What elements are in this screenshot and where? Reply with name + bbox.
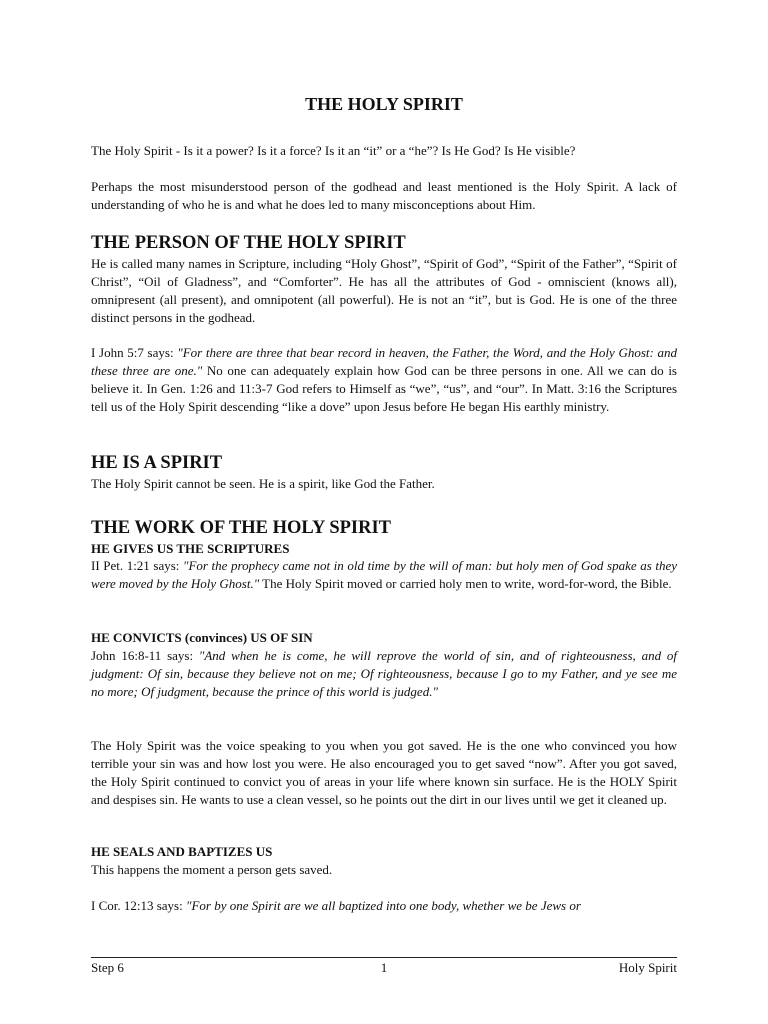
footer-divider	[91, 957, 677, 958]
page-footer	[91, 960, 677, 978]
spirit-paragraph: The Holy Spirit cannot be seen. He is a spirit, like God the Father.	[91, 476, 435, 491]
subheading-seals: HE SEALS AND BAPTIZES US	[91, 844, 273, 859]
scripture-reference: I John 5:7 says:	[91, 345, 178, 360]
section-heading-spirit: HE IS A SPIRIT	[91, 453, 223, 473]
seals-paragraph-2	[91, 897, 677, 915]
person-paragraph-1: He is called many names in Scripture, including “Holy Ghost”, “Spirit of God”, “Spirit of the Father”, “Spirit of Christ”, “Oil of Gladness”, and “Comforter”. He has all the attributes of God - omniscient (knows all), omnipresent (all present), and omnipotent (all powerful). He is not an “it”, but is God. He is one of the three distinct persons in the godhead.	[91, 256, 677, 325]
section-heading-person: THE PERSON OF THE HOLY SPIRIT	[91, 233, 406, 253]
scripture-reference: II Pet. 1:21 says:	[91, 558, 183, 573]
convicts-paragraph-1	[91, 647, 677, 701]
scripture-quote: "For the prophecy came not in old time by the will of man: but holy men of God spake as they were moved by the Holy Ghost."	[91, 558, 677, 591]
intro-paragraph: Perhaps the most misunderstood person of the godhead and least mentioned is the Holy Spirit. A lack of understanding of who he is and what he does led to many misconceptions about Him.	[91, 179, 677, 212]
footer-step: Step 6	[91, 960, 124, 975]
paragraph-text: The Holy Spirit moved or carried holy men to write, word-for-word, the Bible.	[259, 576, 672, 591]
page-title: THE HOLY SPIRIT	[305, 94, 463, 114]
subheading-convicts: HE CONVICTS (convinces) US OF SIN	[91, 630, 313, 645]
scripture-reference: John 16:8-11 says:	[91, 648, 199, 663]
subheading-scriptures: HE GIVES US THE SCRIPTURES	[91, 541, 290, 556]
person-paragraph-2	[91, 344, 677, 416]
document-page	[91, 0, 677, 1024]
scripture-quote: "For by one Spirit are we all baptized into one body, whether we be Jews or	[185, 898, 581, 913]
intro-questions: The Holy Spirit - Is it a power? Is it a force? Is it an “it” or a “he”? Is He God? Is He visible?	[91, 143, 576, 158]
seals-paragraph-1: This happens the moment a person gets saved.	[91, 862, 333, 877]
scripture-quote: "And when he is come, he will reprove the world of sin, and of righteousness, and of judgment: Of sin, because they believe not on me; Of righteousness, because I go to my Father, and ye see me no more; Of judgment, because the prince of this world is judged."	[91, 648, 677, 699]
footer-section: Holy Spirit	[618, 960, 677, 975]
paragraph-text: No one can adequately explain how God can be three persons in one. All we can do is believe it. In Gen. 1:26 and 11:3-7 God refers to Himself as “we”, “us”, and “our”. In Matt. 3:16 the Scriptures tell us of the Holy Spirit descending “like a dove” upon Jesus before He began His earthly ministry.	[91, 363, 677, 414]
scripture-reference: I Cor. 12:13 says:	[91, 898, 186, 913]
scripture-quote: "For there are three that bear record in heaven, the Father, the Word, and the Holy Ghost: and these three are one."	[91, 345, 678, 378]
convicts-paragraph-2: The Holy Spirit was the voice speaking to you when you got saved. He is the one who convinced you how terrible your sin was and how lost you were. He also encouraged you to get saved “now”. After you got saved, the Holy Spirit continued to convict you of areas in your life where known sin surface. He is the HOLY Spirit and despises sin. He wants to use a clean vessel, so he points out the dirt in our lives until we get it cleaned up.	[91, 738, 677, 807]
footer-page-number: 1	[380, 960, 388, 975]
section-heading-work: THE WORK OF THE HOLY SPIRIT	[91, 518, 392, 538]
scriptures-paragraph	[91, 557, 677, 593]
